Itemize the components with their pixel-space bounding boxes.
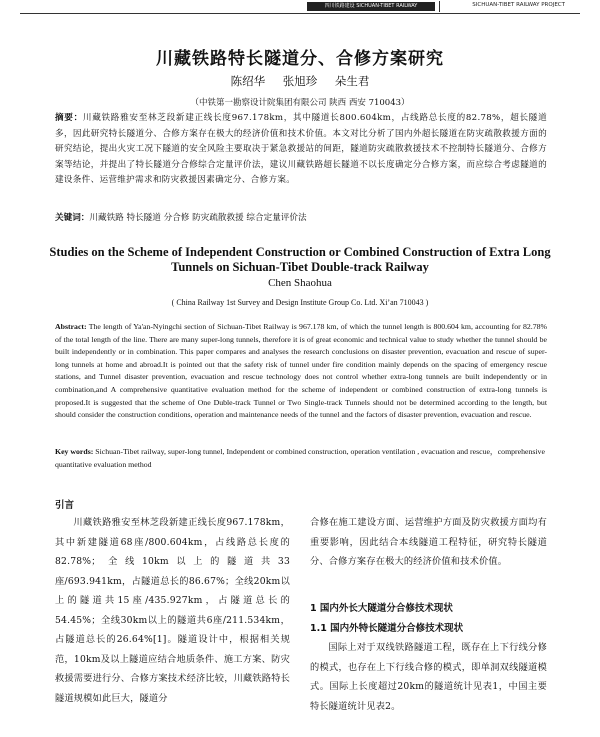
- section-1-heading: 1 国内外长大隧道分合修技术现状: [310, 603, 453, 614]
- affiliation-cn: （中铁第一勘察设计院集团有限公司 陕西 西安 710043）: [190, 98, 410, 108]
- paper-title-en: Studies on the Scheme of Independent Construction or Combined Construction of Extra Long Tunnels on Sichuan-Tibet Double-track Railway: [49, 245, 551, 274]
- authors-cn: 陈绍华 张旭珍 朵生君: [230, 74, 370, 88]
- header-divider: [439, 1, 440, 12]
- abstract-en-label: Abstract:: [55, 322, 87, 331]
- abstract-cn-label: 摘要：: [55, 113, 83, 123]
- keywords-cn-text: 川藏铁路 特长隧道 分合修 防灾疏散救援 综合定量评价法: [89, 213, 307, 223]
- right-column: [310, 513, 547, 572]
- keywords-en-label: Key words:: [55, 447, 94, 456]
- left-column: [55, 513, 290, 708]
- header-rule: [20, 13, 580, 14]
- abstract-cn-text: 川藏铁路雅安至林芝段新建正线长度967.178km，其中隧道长800.604km，占线路总长度的82.78%，超长隧道多，因此研究特长隧道分、合修方案存在极大的经济价值和技术价值。本文对比分析了国内外超长隧道在防灾疏散救援方面的研究结论，提出火灾工况下隧道的安全风险主要取决于紧急救援站的间距，隧道防灾疏散救援技术不控制特长隧道分、合修方案等结论，并提出了特长隧道分合修综合定量评价法，建议川藏铁路超长隧道不以长度确定分合修方案，而应综合考虑隧道的建设条件、运营维护需求和防灾救援因素确定分、合修方案。: [55, 113, 547, 185]
- author-en: Chen Shaohua: [268, 277, 332, 289]
- paper-title-cn: 川藏铁路特长隧道分、合修方案研究: [156, 49, 444, 69]
- right-column-lower: [310, 638, 547, 716]
- left-column-paragraph: 川藏铁路雅安至林芝段新建正线长度967.178km，其中新建隧道68座/800.604km，占线路总长度的82.78%；全线10km以上的隧道共33座/693.941km，占隧道总长的86.67%；全线20km以上的隧道共15座/435.927km，占隧道总长的54.45%；全线30km以上的隧道共6座/211.534km，占隧道总长的26.64%[1]。隧道设计中，根据相关规范，10km及以上隧道应结合地质条件、施工方案、防灾救援需要进行分、合修方案技术经济比较，川藏铁路特长隧道规模如此巨大，隧道分: [55, 517, 290, 704]
- keywords-cn-label: 关键词：: [55, 213, 90, 223]
- section-1-1-heading: 1.1 国内外特长隧道分合修技术现状: [310, 623, 464, 634]
- keywords-cn: [55, 211, 547, 223]
- affiliation-en: ( China Railway 1st Survey and Design Institute Group Co. Ltd. Xi’an 710043 ): [171, 298, 429, 307]
- keywords-en-text: Sichuan-Tibet railway, super-long tunnel, Independent or combined construction, operation ventilation , evacuation and rescue，comprehensive quantitative evaluation method: [55, 447, 545, 469]
- intro-heading: 引言: [55, 500, 75, 511]
- abstract-cn: [55, 111, 547, 189]
- right-column-paragraph-1: 合修在施工建设方面、运营维护方面及防灾救援方面均有重要影响，因此结合本线隧道工程特征，研究特长隧道分、合修方案存在极大的经济价值和技术价值。: [310, 517, 547, 567]
- keywords-en: [55, 446, 547, 471]
- right-column-paragraph-2: 国际上对于双线铁路隧道工程，既存在上下行线分修的模式，也存在上下行线合修的模式，即单洞双线隧道模式。国际上长度超过20km的隧道统计见表1，中国主要特长隧道统计见表2。: [310, 642, 547, 712]
- journal-logo: 四川铁路建设 SICHUAN-TIBET RAILWAY: [307, 2, 435, 11]
- journal-english-label: SICHUAN-TIBET RAILWAY PROJECT: [472, 2, 565, 8]
- journal-header: [0, 0, 600, 14]
- abstract-en: [55, 321, 547, 422]
- abstract-en-text: The length of Ya'an-Nyingchi section of Sichuan-Tibet Railway is 967.178 km, of which the tunnel length is 800.604 km, accounting for 82.78% of the total length of the line. There are many super-long tunnels, therefore it is of great economic and technical value to study whether the tunnel should be built independently or in combination. This paper compares and analyses the research conclusions on disaster prevention, evacuation and rescue of super-long tunnels at home and abroad.It is pointed out that the safety risk of tunnel under fire condition mainly depends on the spacing of emergency rescue stations, and Tunnel disaster prevention, evacuation and rescue technology does not control whether extra-long tunnels are built independently or in combination,and A comprehensive quantitative evaluation method for the scheme of independent or combined construction of extra-long tunnels is proposed.It is suggested that the scheme of One Duble-track Tunnel or Two Single-track Tunnels should not be determined according to the length, but should consider the construction conditions, operation and maintenance needs of the tunnel and the factors of disaster prevention, evacuation and rescue.: [55, 322, 547, 420]
